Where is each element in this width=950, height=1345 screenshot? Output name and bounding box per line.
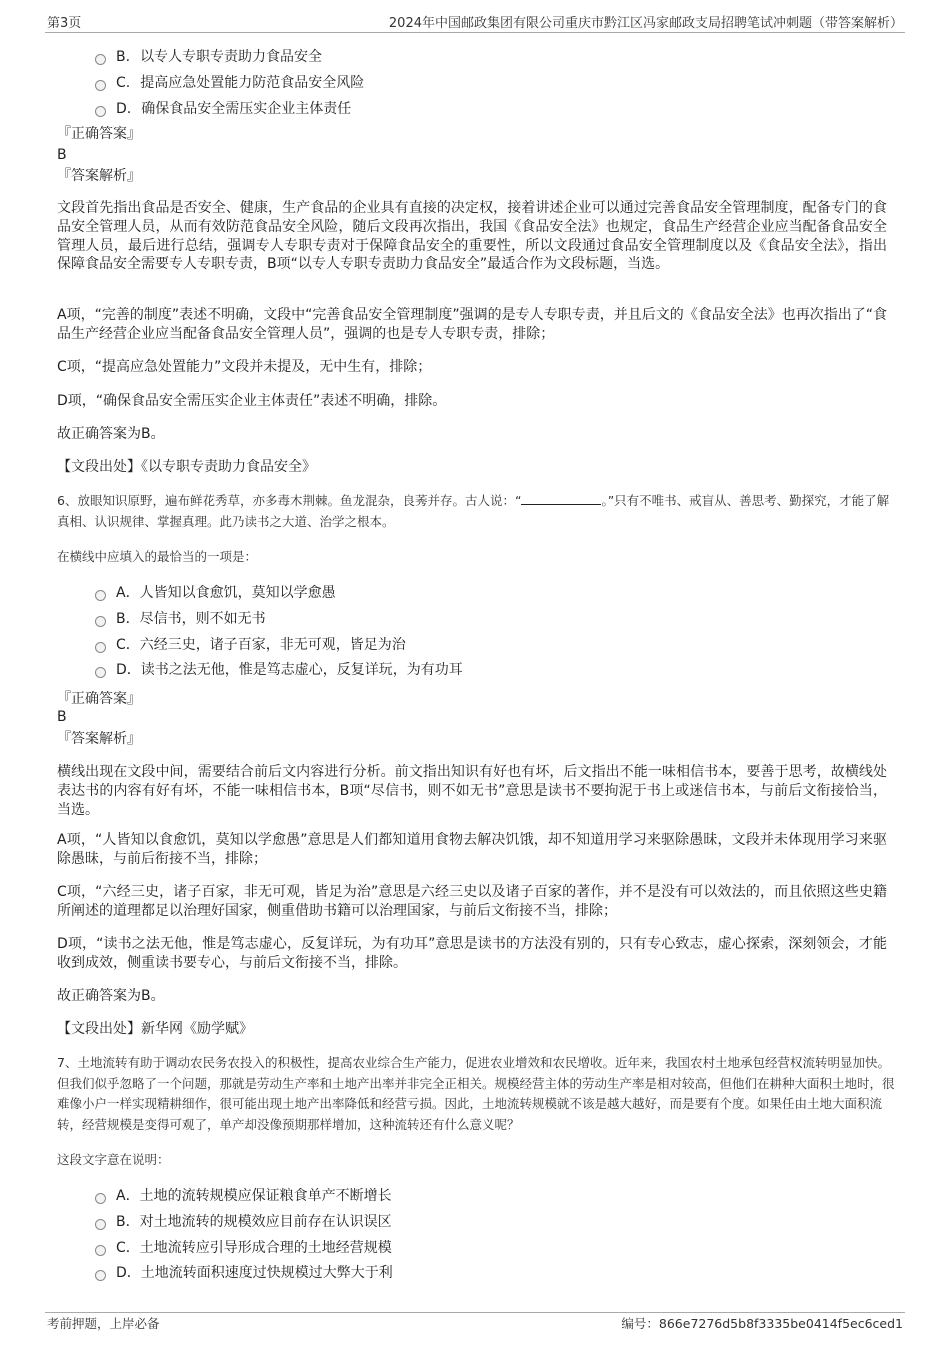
option-letter: C． <box>116 637 140 653</box>
option-b[interactable] <box>95 1212 392 1232</box>
question-prompt: 在横线中应填入的最恰当的一项是： <box>57 549 258 564</box>
option-letter: B． <box>116 611 140 627</box>
option-text: 土地流转面积速度过快规模过大弊大于利 <box>140 1265 393 1281</box>
option-letter: D． <box>116 662 141 678</box>
question-stem: 7、土地流转有助于调动农民务农投入的积极性，提高农业综合生产能力，促进农业增效和农民增收。近年来，我国农村土地承包经营权流转明显加快。但我们似乎忽略了一个问题，那就是劳动生产率和土地产出率并非完全正相关。规模经营主体的劳动生产率是相对较高，但他们在耕种大面积土地时，很难像小户一样实现精耕细作，很可能出现土地产出率降低和经营亏损。因此，土地流转规模就不该是越大越好，而是要有个度。如果任由土地大面积流转，经营规模是变得可观了，单产却没像预期那样增加，这种流转还有什么意义呢？ <box>57 1055 895 1132</box>
option-letter: B. <box>116 49 131 65</box>
option-text: 以专人专职专责助力食品安全 <box>140 49 323 65</box>
option-d[interactable] <box>95 99 351 119</box>
answer-value: B <box>57 147 67 163</box>
option-text: 尽信书，则不如无书 <box>139 611 266 627</box>
option-letter: B． <box>116 1214 140 1230</box>
radio-icon[interactable] <box>95 1245 106 1256</box>
option-letter: C. <box>116 75 131 91</box>
radio-icon[interactable] <box>95 1193 106 1204</box>
fill-blank <box>521 492 601 505</box>
option-text: 土地的流转规模应保证粮食单产不断增长 <box>139 1188 392 1204</box>
header-divider <box>45 32 905 33</box>
footer-slogan: 考前押题，上岸必备 <box>47 1316 160 1331</box>
option-b[interactable] <box>95 47 322 67</box>
analysis-paragraph: A项，“人皆知以食愈饥，莫知以学愈愚”意思是人们都知道用食物去解决饥饿，却不知道用学习来驱除愚昧，文段并未体现用学习来驱除愚昧，与前后衔接不当，排除； <box>57 832 887 867</box>
option-text: 对土地流转的规模效应目前存在认识误区 <box>139 1214 392 1230</box>
analysis-label: 『答案解析』 <box>57 168 141 184</box>
source-note: 【文段出处】《以专职专责助力食品安全》 <box>57 459 316 475</box>
option-letter: C． <box>116 1240 140 1256</box>
radio-icon[interactable] <box>95 80 106 91</box>
document-id <box>621 1314 903 1332</box>
analysis-paragraph: A项，“完善的制度”表述不明确，文段中“完善食品安全管理制度”强调的是专人专职专责，并且后文的《食品安全法》也再次指出了“食品生产经营企业应当配备食品安全管理人员”，强调的也是专人专职专责，排除； <box>57 307 887 342</box>
analysis-conclusion: 故正确答案为B。 <box>57 988 165 1004</box>
id-value: 866e7276d5b8f3335be0414f5ec6ced1 <box>658 1316 903 1331</box>
radio-icon[interactable] <box>95 106 106 117</box>
option-letter: D． <box>116 1265 141 1281</box>
radio-icon[interactable] <box>95 590 106 601</box>
radio-icon[interactable] <box>95 1270 106 1281</box>
page-number: 第3页 <box>47 16 82 31</box>
option-text: 六经三史，诸子百家，非无可观，皆足为治 <box>139 637 406 653</box>
analysis-conclusion: 故正确答案为B。 <box>57 426 165 442</box>
stem-text: 。”只有不唯书、戒盲从、善思考、勤探究，才能了解真相、认识规律、掌握真理。此乃读书之大道、治学之根本。 <box>57 493 890 529</box>
radio-icon[interactable] <box>95 667 106 678</box>
question-prompt: 这段文字意在说明： <box>57 1152 170 1167</box>
option-letter: D. <box>116 101 132 117</box>
stem-text: 6、放眼知识原野，遍布鲜花秀草，亦多毒木荆棘。鱼龙混杂，良莠并存。古人说：“ <box>57 493 522 508</box>
option-text: 提高应急处置能力防范食品安全风险 <box>140 75 365 91</box>
answer-label: 『正确答案』 <box>57 126 141 142</box>
analysis-paragraph: C项，“六经三史，诸子百家，非无可观，皆足为治”意思是六经三史以及诸子百家的著作，并不是没有可以效法的，而且依照这些史籍所阐述的道理都足以治理好国家，侧重借助书籍可以治理国家，与前后文衔接不当，排除； <box>57 884 887 919</box>
option-letter: A． <box>116 585 140 601</box>
option-d[interactable] <box>95 660 463 680</box>
option-text: 人皆知以食愈饥，莫知以学愈愚 <box>139 585 336 601</box>
option-b[interactable] <box>95 609 266 629</box>
id-label: 编号： <box>621 1316 659 1331</box>
answer-label: 『正确答案』 <box>57 691 141 707</box>
option-d[interactable] <box>95 1263 393 1283</box>
analysis-paragraph: C项，“提高应急处置能力”文段并未提及，无中生有，排除； <box>57 359 432 375</box>
source-note: 【文段出处】新华网《励学赋》 <box>57 1021 253 1037</box>
option-text: 土地流转应引导形成合理的土地经营规模 <box>139 1240 392 1256</box>
radio-icon[interactable] <box>95 642 106 653</box>
answer-value: B <box>57 709 67 725</box>
analysis-paragraph: D项，“读书之法无他，惟是笃志虚心，反复详玩，为有功耳”意思是读书的方法没有别的，只有专心致志，虚心探索，深刻领会，才能收到成效，侧重读书要专心，与前后文衔接不当，排除。 <box>57 936 887 971</box>
analysis-paragraph: D项，“确保食品安全需压实企业主体责任”表述不明确，排除。 <box>57 393 447 409</box>
radio-icon[interactable] <box>95 616 106 627</box>
option-a[interactable] <box>95 583 336 603</box>
option-c[interactable] <box>95 1238 392 1258</box>
option-c[interactable] <box>95 73 364 93</box>
analysis-label: 『答案解析』 <box>57 731 141 747</box>
option-letter: A． <box>116 1188 140 1204</box>
option-text: 读书之法无他，惟是笃志虚心，反复详玩，为有功耳 <box>140 662 463 678</box>
option-text: 确保食品安全需压实企业主体责任 <box>141 101 352 117</box>
analysis-paragraph: 文段首先指出食品是否安全、健康，生产食品的企业具有直接的决定权，接着讲述企业可以通过完善食品安全管理制度，配备专门的食品安全管理人员，从而有效防范食品安全风险，随后文段再次指出，我国《食品安全法》也规定，食品生产经营企业应当配备食品安全管理人员，最后进行总结，强调专人专职专责对于保障食品安全的重要性，所以文段通过食品安全管理制度以及《食品安全法》，指出保障食品安全需要专人专职专责，B项“以专人专职专责助力食品安全”最适合作为文段标题，当选。 <box>57 200 887 273</box>
document-title: 2024年中国邮政集团有限公司重庆市黔江区冯家邮政支局招聘笔试冲刺题（带答案解析） <box>388 16 903 31</box>
option-c[interactable] <box>95 635 406 655</box>
radio-icon[interactable] <box>95 1219 106 1230</box>
footer-divider <box>45 1312 905 1313</box>
option-a[interactable] <box>95 1186 392 1206</box>
radio-icon[interactable] <box>95 54 106 65</box>
question-stem <box>57 491 897 532</box>
analysis-paragraph: 横线出现在文段中间，需要结合前后文内容进行分析。前文指出知识有好也有坏，后文指出不能一味相信书本，要善于思考，故横线处表达书的内容有好有坏，不能一味相信书本，B项“尽信书，则不如无书”意思是读书不要拘泥于书上或迷信书本，与前后文衔接恰当，当选。 <box>57 764 887 818</box>
